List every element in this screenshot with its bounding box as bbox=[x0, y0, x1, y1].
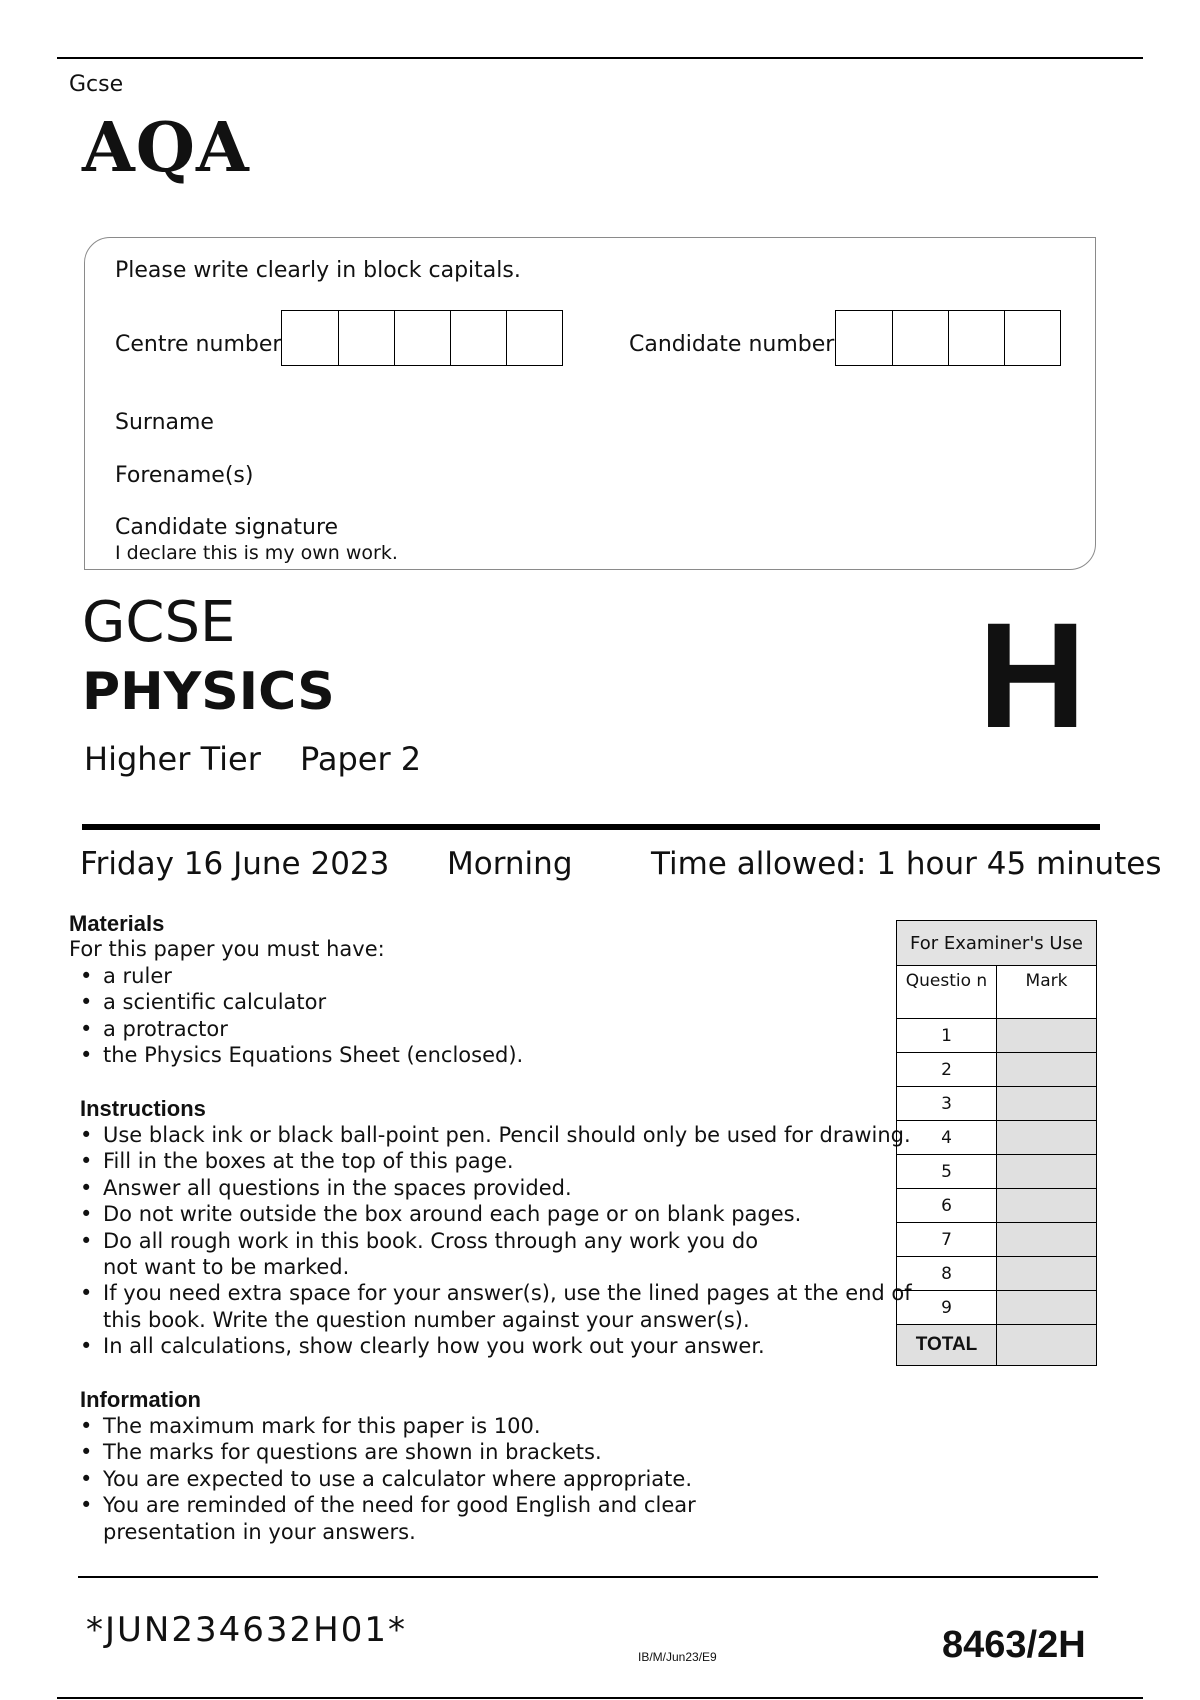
examiners-use-title: For Examiner's Use bbox=[897, 921, 1097, 966]
list-item: • In all calculations, show clearly how you work out your answer. bbox=[69, 1333, 912, 1359]
mark-column-header: Mark bbox=[997, 966, 1097, 1019]
question-number: 4 bbox=[897, 1121, 997, 1155]
candidate-number-boxes[interactable] bbox=[835, 310, 1061, 366]
instructions-heading: Instructions bbox=[80, 1096, 206, 1121]
subject-title: PHYSICS bbox=[82, 662, 335, 722]
list-item: • Do not write outside the box around each page or on blank pages. bbox=[69, 1201, 912, 1227]
mark-cell bbox=[997, 1155, 1097, 1189]
list-item: • The marks for questions are shown in brackets. bbox=[69, 1439, 696, 1465]
centre-digit-box[interactable] bbox=[394, 311, 450, 365]
top-rule bbox=[57, 57, 1143, 59]
centre-digit-box[interactable] bbox=[506, 311, 562, 365]
exam-date: Friday 16 June 2023 bbox=[80, 846, 390, 882]
surname-label: Surname bbox=[115, 410, 214, 435]
mark-cell bbox=[997, 1019, 1097, 1053]
examiners-use-table bbox=[896, 920, 1097, 1366]
list-item: • You are expected to use a calculator where appropriate. bbox=[69, 1466, 696, 1492]
centre-digit-box[interactable] bbox=[282, 311, 338, 365]
mark-cell bbox=[997, 1121, 1097, 1155]
table-row bbox=[897, 1223, 1097, 1257]
barcode-text: *JUN234632H01* bbox=[86, 1610, 407, 1650]
total-label: TOTAL bbox=[897, 1325, 997, 1366]
list-item: • the Physics Equations Sheet (enclosed). bbox=[69, 1042, 523, 1068]
forename-label: Forename(s) bbox=[115, 463, 254, 488]
time-allowed: Time allowed: 1 hour 45 minutes bbox=[651, 846, 1162, 882]
exam-session: Morning bbox=[447, 846, 573, 882]
list-item: • Fill in the boxes at the top of this page. bbox=[69, 1148, 912, 1174]
instructions-list bbox=[69, 1122, 912, 1360]
question-number: 7 bbox=[897, 1223, 997, 1257]
table-row bbox=[897, 1257, 1097, 1291]
candidate-details-box bbox=[84, 237, 1096, 570]
table-row bbox=[897, 1087, 1097, 1121]
centre-digit-box[interactable] bbox=[450, 311, 506, 365]
question-number: 5 bbox=[897, 1155, 997, 1189]
information-heading: Information bbox=[80, 1387, 201, 1412]
mark-cell bbox=[997, 1053, 1097, 1087]
mark-cell bbox=[997, 1223, 1097, 1257]
tier-letter: H bbox=[978, 591, 1087, 759]
candidate-number-label: Candidate number bbox=[629, 332, 835, 357]
list-item: • Use black ink or black ball-point pen. Pencil should only be used for drawing. bbox=[69, 1122, 912, 1148]
list-item: • a ruler bbox=[69, 963, 523, 989]
tier-label: Higher Tier bbox=[84, 740, 261, 778]
materials-heading: Materials bbox=[69, 911, 165, 936]
mark-cell bbox=[997, 1291, 1097, 1325]
materials-intro: For this paper you must have: bbox=[69, 937, 385, 961]
aqa-logo: AQA bbox=[82, 108, 250, 188]
centre-digit-box[interactable] bbox=[338, 311, 394, 365]
mark-cell bbox=[997, 1087, 1097, 1121]
list-item: • a protractor bbox=[69, 1016, 523, 1042]
question-number: 8 bbox=[897, 1257, 997, 1291]
candidate-digit-box[interactable] bbox=[892, 311, 948, 365]
list-item: • a scientific calculator bbox=[69, 989, 523, 1015]
list-item: • If you need extra space for your answer(s), use the lined pages at the end of bbox=[69, 1280, 912, 1306]
list-item-continuation: this book. Write the question number against your answer(s). bbox=[103, 1307, 750, 1332]
table-row bbox=[897, 1019, 1097, 1053]
question-number: 2 bbox=[897, 1053, 997, 1087]
centre-number-boxes[interactable] bbox=[281, 310, 563, 366]
total-row bbox=[897, 1325, 1097, 1366]
block-capitals-instruction: Please write clearly in block capitals. bbox=[115, 258, 521, 283]
total-mark-cell bbox=[997, 1325, 1097, 1366]
table-row bbox=[897, 1189, 1097, 1223]
candidate-digit-box[interactable] bbox=[836, 311, 892, 365]
qualification-title: GCSE bbox=[82, 590, 236, 655]
table-row bbox=[897, 1121, 1097, 1155]
question-column-header: Questio n bbox=[897, 966, 997, 1019]
footer-rule bbox=[78, 1576, 1098, 1578]
list-item: • Do all rough work in this book. Cross through any work you do bbox=[69, 1228, 912, 1254]
question-number: 3 bbox=[897, 1087, 997, 1121]
list-item: • Answer all questions in the spaces provided. bbox=[69, 1175, 912, 1201]
candidate-digit-box[interactable] bbox=[1004, 311, 1060, 365]
header-label: Gcse bbox=[69, 72, 124, 97]
list-item-continuation: presentation in your answers. bbox=[103, 1519, 416, 1544]
table-row bbox=[897, 1053, 1097, 1087]
declaration-text: I declare this is my own work. bbox=[115, 542, 398, 564]
bottom-rule bbox=[57, 1697, 1143, 1699]
signature-label: Candidate signature bbox=[115, 515, 339, 540]
mark-cell bbox=[997, 1189, 1097, 1223]
question-number: 9 bbox=[897, 1291, 997, 1325]
table-row bbox=[897, 1291, 1097, 1325]
question-number: 1 bbox=[897, 1019, 997, 1053]
list-item-continuation: not want to be marked. bbox=[103, 1255, 350, 1280]
paper-code: 8463/2H bbox=[942, 1624, 1086, 1666]
paper-label: Paper 2 bbox=[300, 740, 422, 778]
question-number: 6 bbox=[897, 1189, 997, 1223]
information-list bbox=[69, 1413, 696, 1545]
paper-reference: IB/M/Jun23/E9 bbox=[638, 1650, 717, 1664]
table-row bbox=[897, 1155, 1097, 1189]
mark-cell bbox=[997, 1257, 1097, 1291]
materials-list bbox=[69, 963, 523, 1069]
list-item: • You are reminded of the need for good English and clear bbox=[69, 1492, 696, 1518]
candidate-digit-box[interactable] bbox=[948, 311, 1004, 365]
centre-number-label: Centre number bbox=[115, 332, 282, 357]
title-rule bbox=[82, 824, 1100, 830]
list-item: • The maximum mark for this paper is 100. bbox=[69, 1413, 696, 1439]
